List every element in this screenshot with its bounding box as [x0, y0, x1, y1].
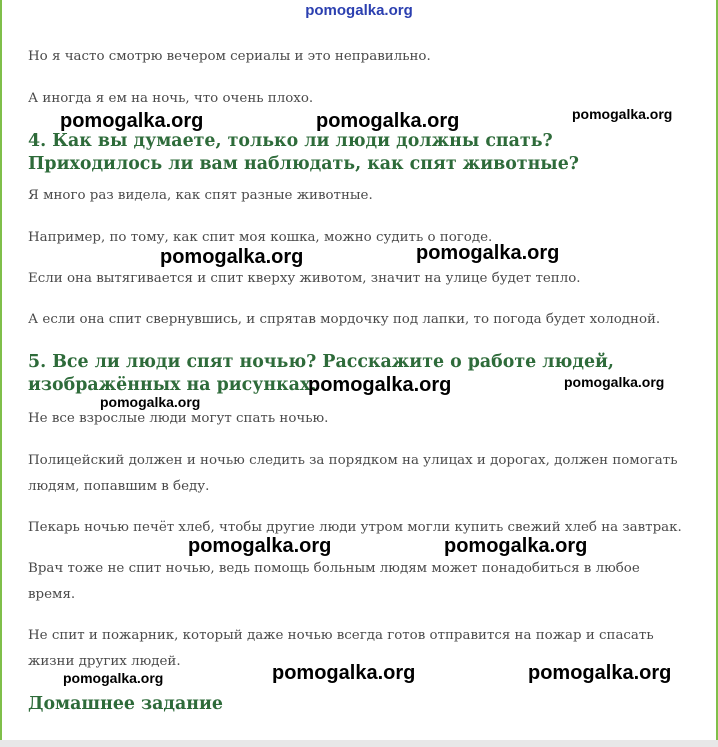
watermark: pomogalka.org [100, 394, 201, 410]
paragraph: А если она спит свернувшись, и спрятав мордочку под лапки, то погода будет холодной. [28, 312, 661, 327]
watermark: pomogalka.org [528, 662, 672, 684]
paragraph: Например, по тому, как спит моя кошка, можно судить о погоде. [28, 230, 493, 245]
paragraph: Но я часто смотрю вечером сериалы и это неправильно. [28, 49, 431, 64]
watermark: pomogalka.org [316, 110, 460, 132]
paragraph: Не все взрослые люди могут спать ночью. [28, 411, 329, 426]
top-watermark: pomogalka.org [305, 2, 413, 19]
watermark: pomogalka.org [160, 246, 304, 268]
paragraph: А иногда я ем на ночь, что очень плохо. [28, 91, 314, 106]
watermark: pomogalka.org [564, 374, 665, 390]
paragraph: Я много раз видела, как спят разные животные. [28, 188, 373, 203]
paragraph: Врач тоже не спит ночью, ведь помощь больным людям может понадобиться в любое время. [28, 561, 640, 602]
scroll-edge [0, 740, 718, 747]
watermark: pomogalka.org [272, 662, 416, 684]
paragraph: Полицейский должен и ночью следить за порядком на улицах и дорогах, должен помогать людям, попавшим в беду. [28, 453, 678, 494]
homework-heading: Домашнее задание [28, 694, 223, 714]
paragraph: Если она вытягивается и спит кверху животом, значит на улице будет тепло. [28, 271, 581, 286]
watermark: pomogalka.org [308, 374, 452, 396]
watermark: pomogalka.org [188, 535, 332, 557]
paragraph: Пекарь ночью печёт хлеб, чтобы другие люди утром могли купить свежий хлеб на завтрак. [28, 520, 682, 535]
question-4-heading: 4. Как вы думаете, только ли люди должны спать? Приходилось ли вам наблюдать, как спят животные? [28, 131, 579, 174]
watermark: pomogalka.org [60, 110, 204, 132]
watermark: pomogalka.org [416, 242, 560, 264]
watermark: pomogalka.org [444, 535, 588, 557]
paragraph: Не спит и пожарник, который даже ночью всегда готов отправится на пожар и спасать жизни других людей. [28, 628, 654, 669]
watermark: pomogalka.org [63, 670, 164, 686]
question-5-heading: 5. Все ли люди спят ночью? Расскажите о работе людей, изображённых на рисунках. [28, 352, 614, 395]
watermark: pomogalka.org [572, 106, 673, 122]
